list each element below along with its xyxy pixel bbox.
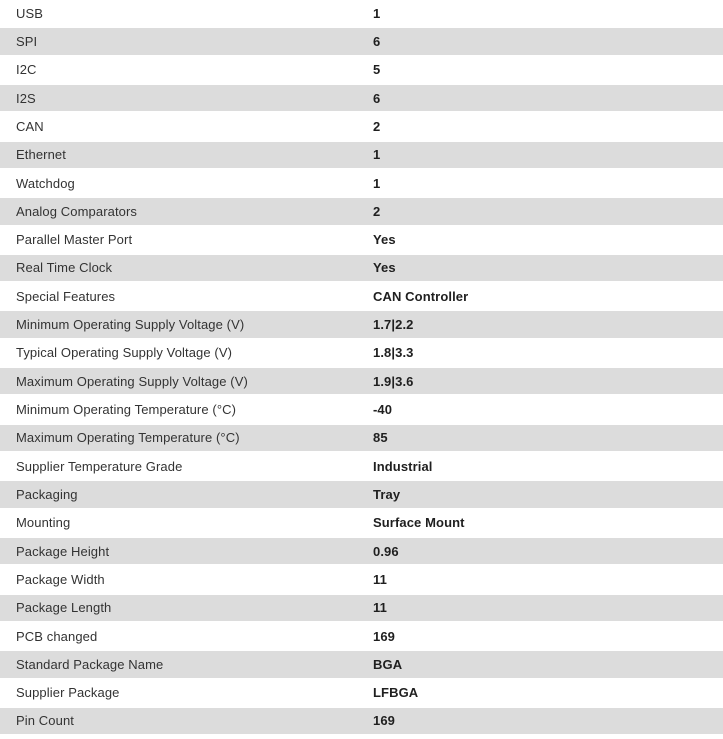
spec-attribute-label: Typical Operating Supply Voltage (V) [16, 345, 233, 361]
spec-attribute-label: Pin Count [16, 713, 74, 729]
spec-attribute-label: USB [16, 5, 44, 21]
spec-attribute-value: 1.9|3.6 [373, 373, 414, 389]
spec-row [0, 396, 723, 422]
spec-row [0, 479, 723, 509]
spec-attribute-value: 6 [373, 33, 381, 49]
spec-attribute-value: 1.7|2.2 [373, 317, 414, 333]
spec-row [0, 453, 723, 479]
spec-attribute-label: Standard Package Name [16, 656, 164, 672]
spec-attribute-label: Supplier Package [16, 685, 120, 701]
spec-attribute-label: Minimum Operating Temperature (°C) [16, 402, 237, 418]
spec-row [0, 227, 723, 253]
spec-attribute-value: 11 [373, 600, 387, 616]
spec-attribute-label: Special Features [16, 288, 116, 304]
spec-attribute-value: 1 [373, 5, 381, 21]
spec-attribute-value: -40 [373, 402, 393, 418]
spec-attribute-label: Analog Comparators [16, 203, 138, 219]
spec-attribute-label: Maximum Operating Temperature (°C) [16, 430, 240, 446]
spec-row [0, 366, 723, 396]
spec-row [0, 309, 723, 339]
spec-row [0, 170, 723, 196]
spec-row [0, 113, 723, 139]
spec-attribute-label: Packaging [16, 486, 78, 502]
spec-row [0, 680, 723, 706]
spec-attribute-label: CAN [16, 118, 44, 134]
spec-attribute-label: Minimum Operating Supply Voltage (V) [16, 317, 245, 333]
spec-row [0, 423, 723, 453]
spec-attribute-label: Ethernet [16, 147, 66, 163]
spec-row [0, 140, 723, 170]
spec-row [0, 593, 723, 623]
spec-attribute-value: 1 [373, 175, 381, 191]
spec-row [0, 83, 723, 113]
spec-attribute-label: Package Height [16, 543, 110, 559]
spec-row [0, 706, 723, 736]
spec-row [0, 649, 723, 679]
spec-row [0, 196, 723, 226]
spec-attribute-label: Mounting [16, 515, 71, 531]
spec-attribute-value: LFBGA [373, 685, 419, 701]
spec-attribute-value: 85 [373, 430, 388, 446]
spec-attribute-value: Yes [373, 260, 396, 276]
spec-attribute-value: 2 [373, 203, 381, 219]
spec-attribute-value: 1 [373, 147, 381, 163]
spec-attribute-label: Parallel Master Port [16, 232, 133, 248]
spec-row [0, 26, 723, 56]
spec-attribute-value: 169 [373, 713, 395, 729]
spec-attribute-label: PCB changed [16, 628, 98, 644]
spec-attribute-label: Maximum Operating Supply Voltage (V) [16, 373, 248, 389]
spec-row [0, 340, 723, 366]
spec-attribute-value: Industrial [373, 458, 433, 474]
spec-attribute-value: 169 [373, 628, 395, 644]
spec-row [0, 253, 723, 283]
spec-row [0, 536, 723, 566]
spec-attribute-value: 5 [373, 62, 381, 78]
spec-attribute-label: Watchdog [16, 175, 75, 191]
spec-attribute-label: I2S [16, 90, 36, 106]
spec-attribute-value: CAN Controller [373, 288, 469, 304]
spec-row [0, 0, 723, 26]
spec-attribute-label: I2C [16, 62, 37, 78]
spec-attribute-value: Yes [373, 232, 396, 248]
spec-attribute-label: Package Length [16, 600, 112, 616]
spec-attribute-label: Package Width [16, 571, 105, 587]
spec-attribute-value: 1.8|3.3 [373, 345, 414, 361]
spec-attribute-value: 6 [373, 90, 381, 106]
spec-attribute-label: SPI [16, 33, 38, 49]
spec-attribute-label: Real Time Clock [16, 260, 113, 276]
spec-attribute-value: 0.96 [373, 543, 399, 559]
spec-attribute-label: Supplier Temperature Grade [16, 458, 183, 474]
spec-attribute-value: Surface Mount [373, 515, 465, 531]
spec-row [0, 283, 723, 309]
spec-row [0, 623, 723, 649]
spec-row [0, 510, 723, 536]
spec-attribute-value: Tray [373, 486, 401, 502]
spec-attribute-value: 2 [373, 118, 381, 134]
spec-row [0, 57, 723, 83]
spec-row [0, 566, 723, 592]
spec-attribute-value: 11 [373, 571, 387, 587]
spec-attribute-value: BGA [373, 656, 403, 672]
